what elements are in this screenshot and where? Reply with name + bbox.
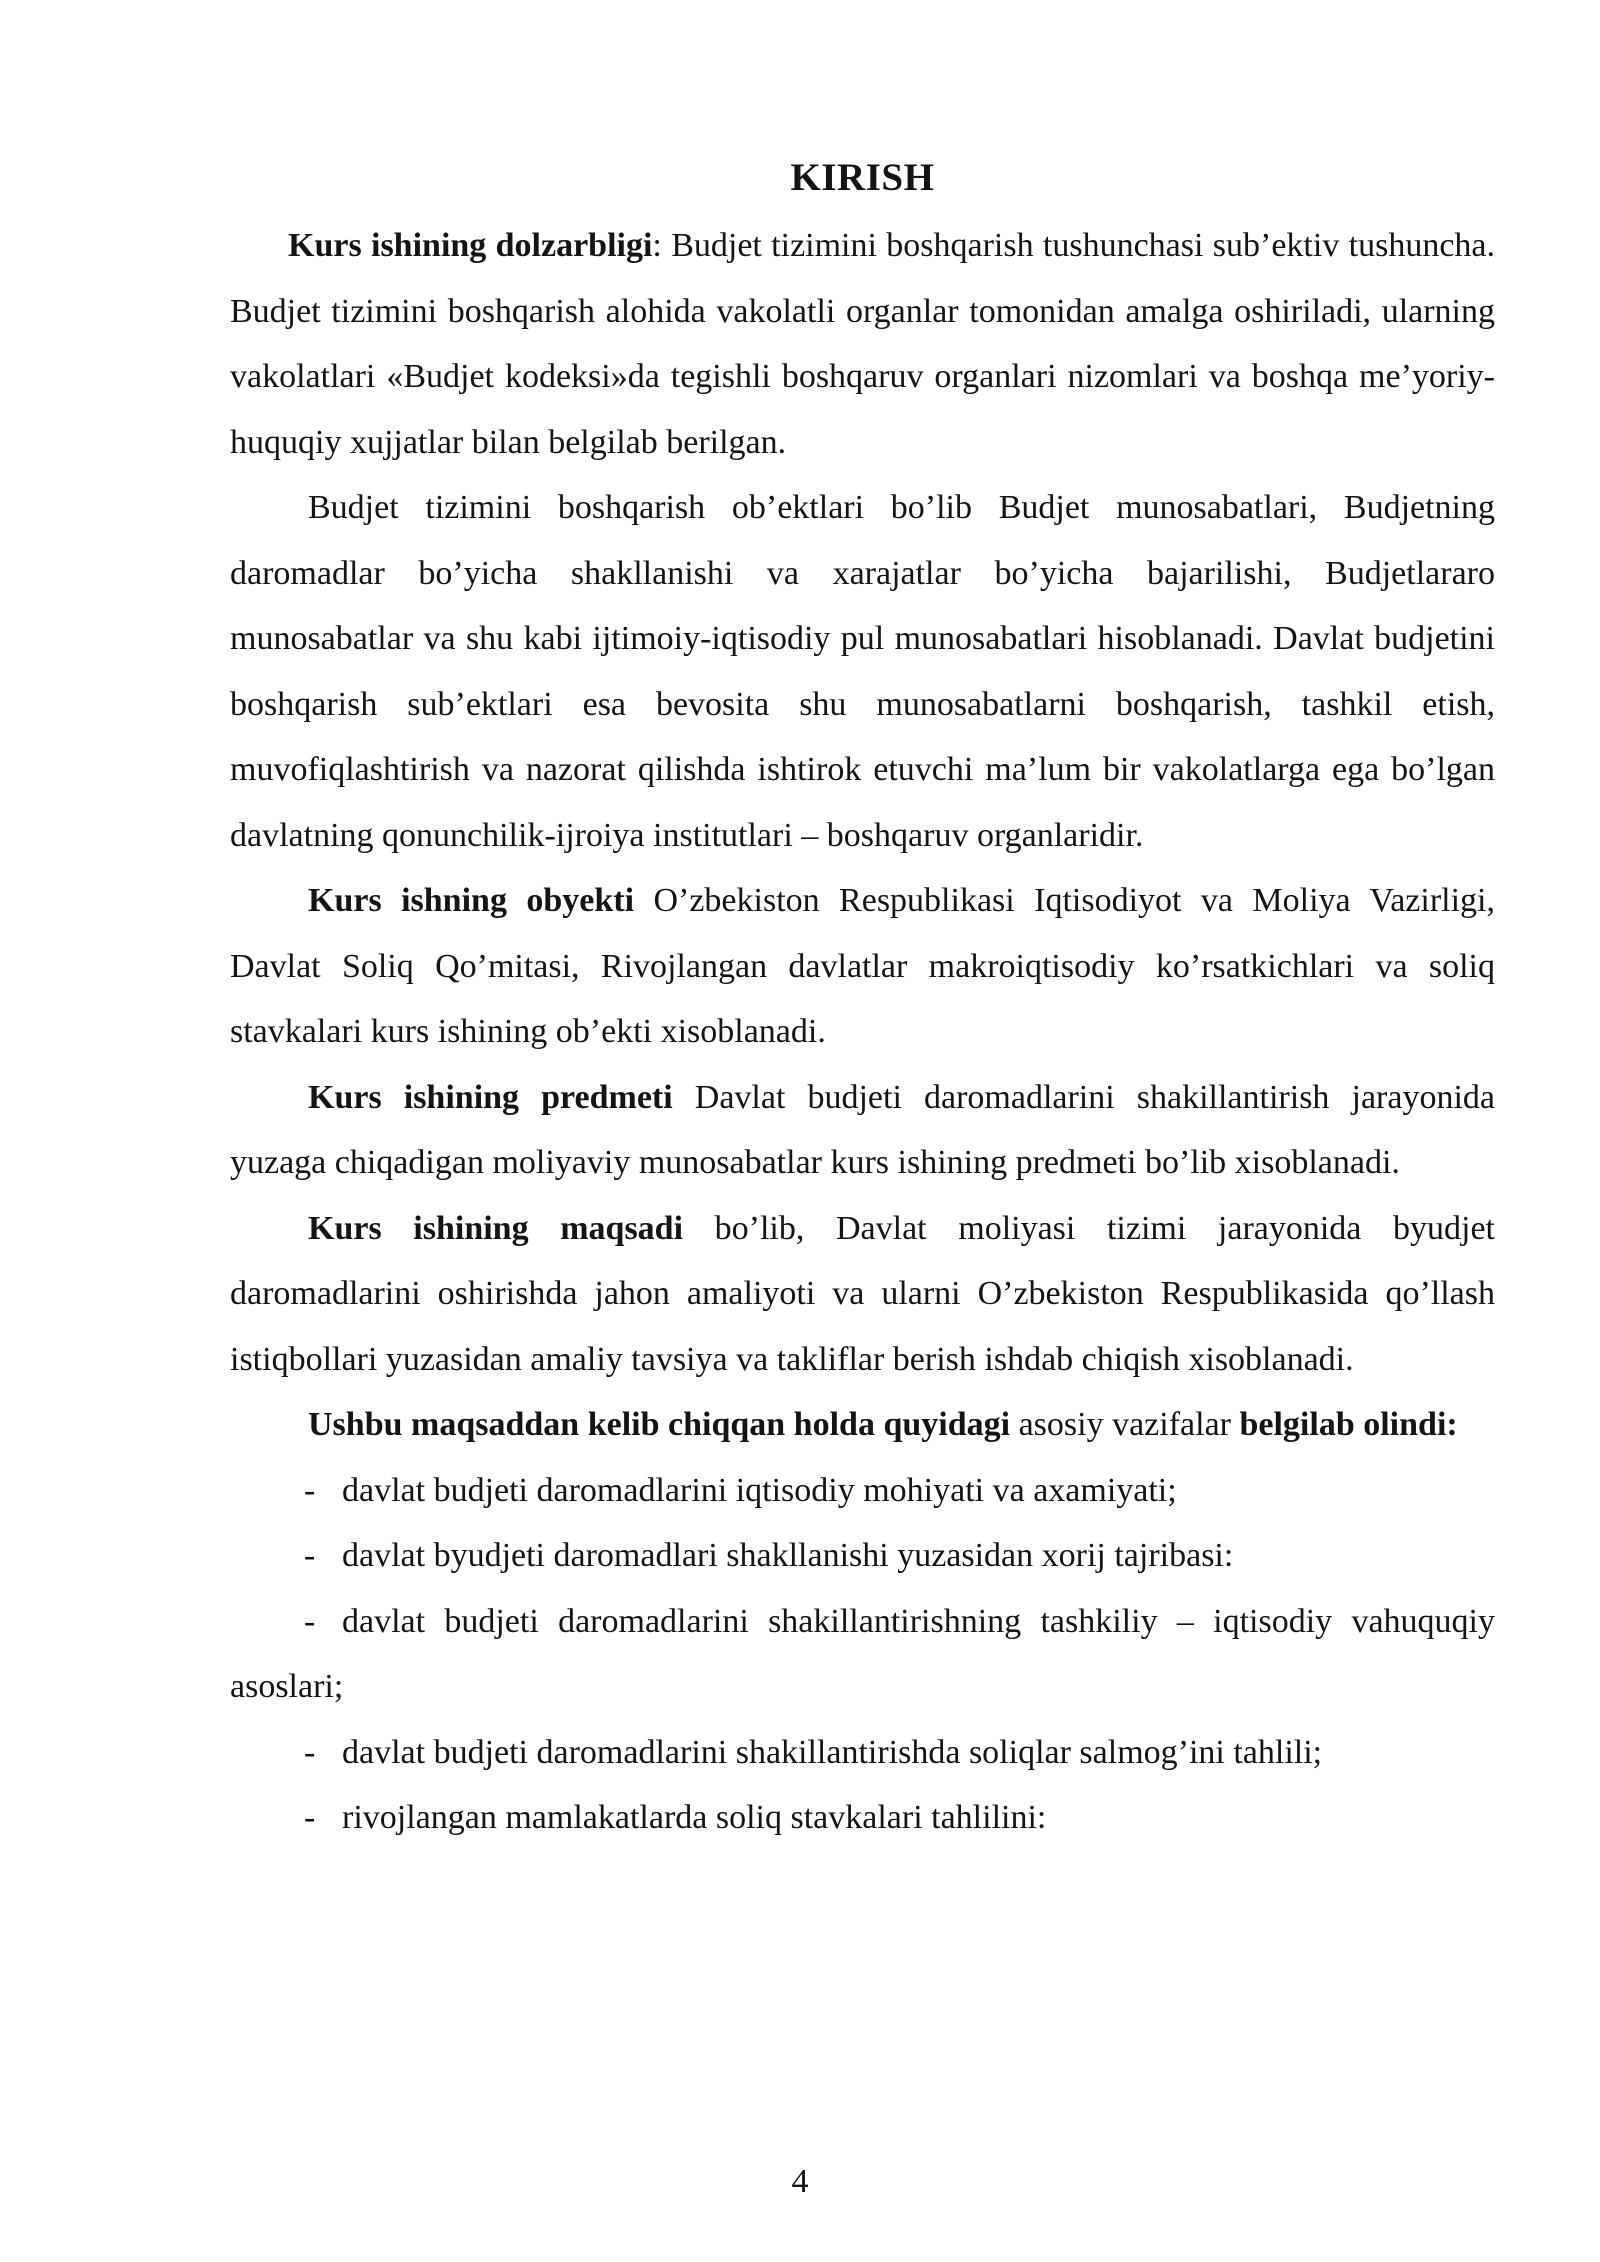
list-dash: - [304,1799,316,1836]
task-list-item [230,1458,1495,1524]
list-dash: - [304,1471,316,1509]
tasks-intro-middle: asosiy vazifalar [1010,1406,1240,1443]
task-list-item [230,1589,1495,1720]
page-number: 4 [791,2163,809,2200]
section-title: KIRISH [790,156,935,199]
paragraph-object [230,868,1495,1065]
paragraph-management [230,475,1495,868]
paragraph-lead: Kurs ishining maqsadi [308,1209,684,1247]
paragraph-text: : Budjet tizimini boshqarish tushunchasi sub’ektiv tushuncha. Budjet tizimini boshqarish alohida vakolatli organlar tomonidan amalga oshiriladi, ularning vakolatlari «Budjet kodeksi»da tegishli boshqaruv organlari nizomlari va boshqa me’yoriy-huquqiy xujjatlar bilan belgilab berilgan. [230,227,1495,461]
paragraph-text: O’zbekiston Respublikasi Iqtisodiyot va Moliya Vazirligi, Davlat Soliq Qo’mitasi, Rivojlangan davlatlar makroiqtisodiy ko’rsatkichlari va soliq stavkalari kurs ishining ob’ekti xisoblanadi. [230,882,1495,1050]
task-text: davlat budjeti daromadlarini shakillantirishda soliqlar salmog’ini tahlili; [342,1733,1323,1771]
document-page [230,148,1495,1851]
tasks-intro-lead: Ushbu maqsaddan kelib chiqqan holda quyidagi [308,1406,1011,1443]
paragraph-lead: Kurs ishining predmeti [308,1078,673,1116]
task-text: davlat budjeti daromadlarini shakillantirishning tashkiliy – iqtisodiy vahuquqiy asoslari; [230,1602,1495,1705]
paragraph-lead: Kurs ishning obyekti [308,882,635,919]
paragraph-tasks-intro [230,1392,1495,1458]
task-text: rivojlangan mamlakatlarda soliq stavkalari tahlilini: [342,1799,1047,1836]
paragraph-text: bo’lib, Davlat moliyasi tizimi jarayonida byudjet daromadlarini oshirishda jahon amaliyoti va ularni O’zbekiston Respublikasida qo’llash istiqbollari yuzasidan amaliy tavsiya va takliflar berish ishdab chiqish xisoblanadi. [230,1209,1496,1378]
task-text: davlat budjeti daromadlarini iqtisodiy mohiyati va axamiyati; [342,1471,1177,1509]
paragraph-relevance [230,213,1495,475]
task-text: davlat byudjeti daromadlari shakllanishi yuzasidan xorij tajribasi: [342,1537,1234,1574]
paragraph-text: Davlat budjeti daromadlarini shakillantirish jarayonida yuzaga chiqadigan moliyaviy munosabatlar kurs ishining predmeti bo’lib xisoblanadi. [230,1078,1495,1181]
tasks-intro-tail: belgilab olindi: [1239,1406,1458,1443]
task-list-item [230,1785,1495,1851]
paragraph-text: Budjet tizimini boshqarish ob’ektlari bo’lib Budjet munosabatlari, Budjetning daromadlar bo’yicha shakllanishi va xarajatlar bo’yicha bajarilishi, Budjetlararo munosabatlar va shu kabi ijtimoiy-iqtisodiy pul munosabatlari hisoblanadi. Davlat budjetini boshqarish sub’ektlari esa bevosita shu munosabatlarni boshqarish, tashkil etish, muvofiqlashtirish va nazorat qilishda ishtirok etuvchi ma’lum bir vakolatlarga ega bo’lgan davlatning qonunchilik-ijroiya institutlari – boshqaruv organlaridir. [230,489,1495,854]
task-list-item [230,1523,1495,1589]
list-dash: - [304,1537,316,1574]
task-list-item [230,1720,1495,1786]
paragraph-subject [230,1065,1495,1196]
list-dash: - [304,1602,316,1640]
paragraph-goal [230,1196,1495,1393]
list-dash: - [304,1733,316,1771]
paragraph-lead: Kurs ishining dolzarbligi [288,227,653,264]
